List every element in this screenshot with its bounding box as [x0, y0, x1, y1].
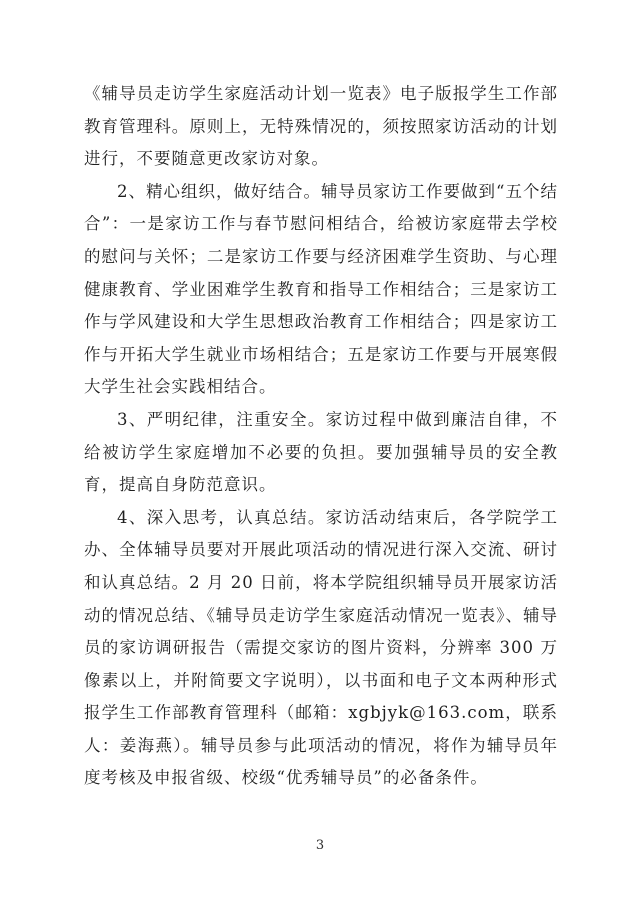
paragraph-plan-table: 《辅导员走访学生家庭活动计划一览表》电子版报学生工作部教育管理科。原则上，无特殊情况的，须按照家访活动的计划进行，不要随意更改家访对象。	[84, 84, 558, 169]
paragraph-item-2-organization: 2、精心组织，做好结合。辅导员家访工作要做到“五个结合”：一是家访工作与春节慰问相结合，给被访家庭带去学校的慰问与关怀；二是家访工作要与经济困难学生资助、与心理健康教育、学业困难学生教育和指导工作相结合；三是家访工作与学风建设和大学生思想政治教育工作相结合；四是家访工作与开拓大学生就业市场相结合；五是家访工作要与开展寒假大学生社会实践相结合。	[84, 181, 558, 397]
document-body	[84, 78, 558, 795]
page-number: 3	[315, 838, 325, 853]
paragraph-item-4-summary: 4、深入思考，认真总结。家访活动结束后，各学院学工办、全体辅导员要对开展此项活动的情况进行深入交流、研讨和认真总结。2 月 20 日前，将本学院组织辅导员开展家访活动的情况总结、《辅导员走访学生家庭活动情况一览表》、辅导员的家访调研报告（需提交家访的图片资料，分辨率 300 万像素以上，并附简要文字说明），以书面和电子文本两种形式报学生工作部教育管理科（邮箱：xgbjyk@163.com，联系人：姜海燕）。辅导员参与此项活动的情况，将作为辅导员年度考核及申报省级、校级“优秀辅导员”的必备条件。	[84, 507, 558, 788]
paragraph-item-3-discipline: 3、严明纪律，注重安全。家访过程中做到廉洁自律，不给被访学生家庭增加不必要的负担。要加强辅导员的安全教育，提高自身防范意识。	[84, 409, 558, 495]
